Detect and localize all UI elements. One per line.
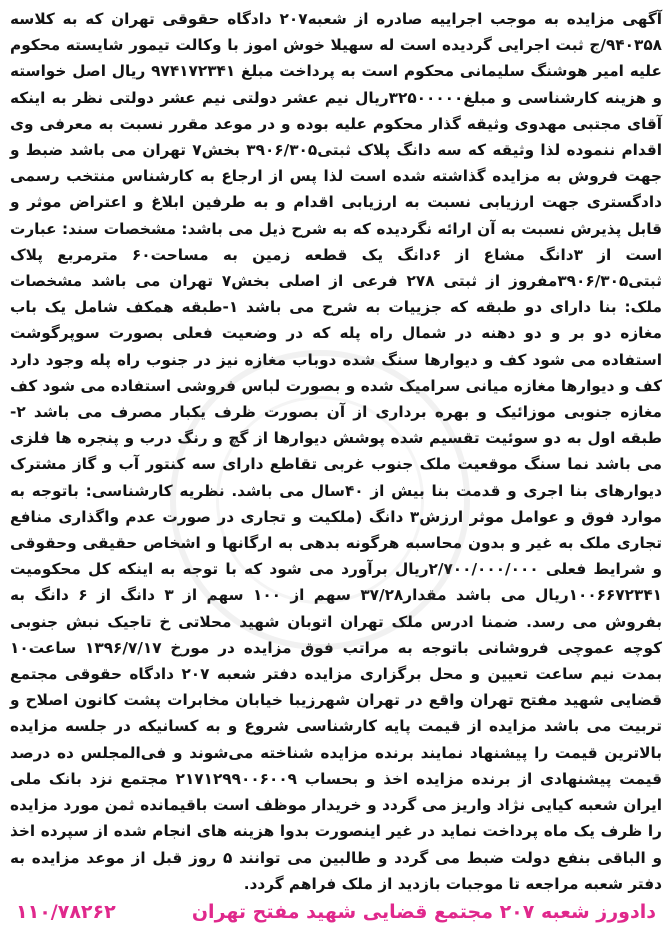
reference-number: ۱۱۰/۷۸۲۶۲ (16, 900, 116, 923)
notice-body: آگهی مزایده به موجب اجراییه صادره از شعبه۲۰۷ دادگاه حقوقی تهران که به کلاسه ۹۴۰۳۵۸/ج ثبت اجرایی گردیده است له سهیلا خوش اموز با وکالت تیمور شایسته محکوم علیه امیر هوشنگ سلیمانی محکوم است به پرداخت مبلغ ۹۷۴۱۷۲۳۴۱ ریال اصل خواسته و هزینه کارشناسی و مبلغ۳۲۵۰۰۰۰۰ریال نیم عشر دولتی نیم عشر دولتی نظر به اینکه آقای مجتبی مهدوی وثیقه گذار محکوم علیه بوده و در موعد مقرر نسبت به معرفی وی اقدام ننموده لذا وثیقه که سه دانگ پلاک ثبتی۳۹۰۶/۳۰۵ بخش۷ تهران می باشد ضبط و جهت فروش به مزایده گذاشته شده است لذا پس از ارجاع به کارشناس منتخب رسمی دادگستری جهت ارزیابی نسبت به ارزیابی اقدام و به طرفین ابلاغ و اعتراض موثر و قابل پذیرش نسبت به آن ارائه نگردیده که به شرح ذیل می باشد: مشخصات سند: عبارت است از ۳دانگ مشاع از ۶دانگ یک قطعه زمین به مساحت۶۰ مترمربع پلاک ثبتی۳۹۰۶/۳۰۵مفروز از ثبتی ۲۷۸ فرعی از اصلی بخش۷ تهران می باشد مشخصات ملک: بنا دارای دو طبقه که جزییات به شرح می باشد ۱-طبقه همکف شامل یک باب مغازه دو بر و دو دهنه در شمال راه پله که در وضعیت فعلی بصورت سوپرگوشت استفاده می شود کف و دیوارها سنگ شده دوباب مغازه نیز در جنوب راه پله وجود دارد کف و دیوارها مغازه میانی سرامیک شده و بصورت لباس فروشی استفاده می شود کف مغازه جنوبی موزائیک و بهره برداری از آن بصورت ظرف یکبار مصرف می باشد ۲- طبقه اول به دو سوئیت تقسیم شده پوشش دیوارها از گچ و رنگ درب و پنجره ها فلزی می باشد نما سنگ موقعیت ملک جنوب غربی تقاطع دارای سه کنتور آب و گاز مشترک دیوارهای بنا اجری و قدمت بنا بیش از ۴۰سال می باشد. نظریه کارشناسی: باتوجه به موارد فوق و عوامل موثر ارزش۳ دانگ (ملکیت و تجاری در صورت عدم واگذاری منافع تجاری ملک به غیر و بدون محاسبه هرگونه بدهی به ارگانها و اشخاص حقیقی وحقوقی و شرایط فعلی ۲/۷۰۰/۰۰۰/۰۰۰ریال برآورد می شود که با توجه به اینکه کل محکومیت ۱۰۰۶۶۷۲۳۴۱ریال می باشد مقدار۳۷/۲۸ سهم از ۱۰۰ سهم از ۳ دانگ از ۶ دانگ به بفروش می رسد. ضمنا ادرس ملک تهران اتوبان شهید محلاتی خ تاجیک نبش جنوبی کوچه عموچی فروشانی باتوجه به مراتب فوق مزایده در مورخ ۱۳۹۶/۷/۱۷ ساعت۱۰ بمدت نیم ساعت تعیین و محل برگزاری مزایده دفتر شعبه ۲۰۷ دادگاه حقوقی مجتمع قضایی شهید مفتح تهران واقع در تهران شهرزیبا خیابان مخابرات پشت کانون اصلاح و تربیت می باشد مزایده از قیمت پایه کارشناسی شروع و به کسانیکه در جلسه مزایده بالاترین قیمت را پیشنهاد نمایند برنده مزایده شناخته می‌شوند و فی‌المجلس ده درصد قیمت پیشنهادی از برنده مزایده اخذ و بحساب ۲۱۷۱۲۹۹۰۰۶۰۰۹ مجتمع نزد بانک ملی ایران شعبه کیایی نژاد واریز می گردد و خریدار موظف است باقیمانده ثمن مورد مزایده را ظرف یک ماه پرداخت نماید در غیر اینصورت بدوا هزینه های انجام شده از سپرده اخذ و الباقی بنفع دولت ضبط می گردد و طالبین می توانند ۵ روز قبل از موعد مزایده به دفتر شعبه مراجعه تا موجبات بازدید از ملک فراهم گردد. (10, 10, 663, 893)
signature: دادورز شعبه ۲۰۷ مجتمع قضایی شهید مفتح تهران (191, 900, 656, 923)
notice-footer (10, 901, 662, 923)
